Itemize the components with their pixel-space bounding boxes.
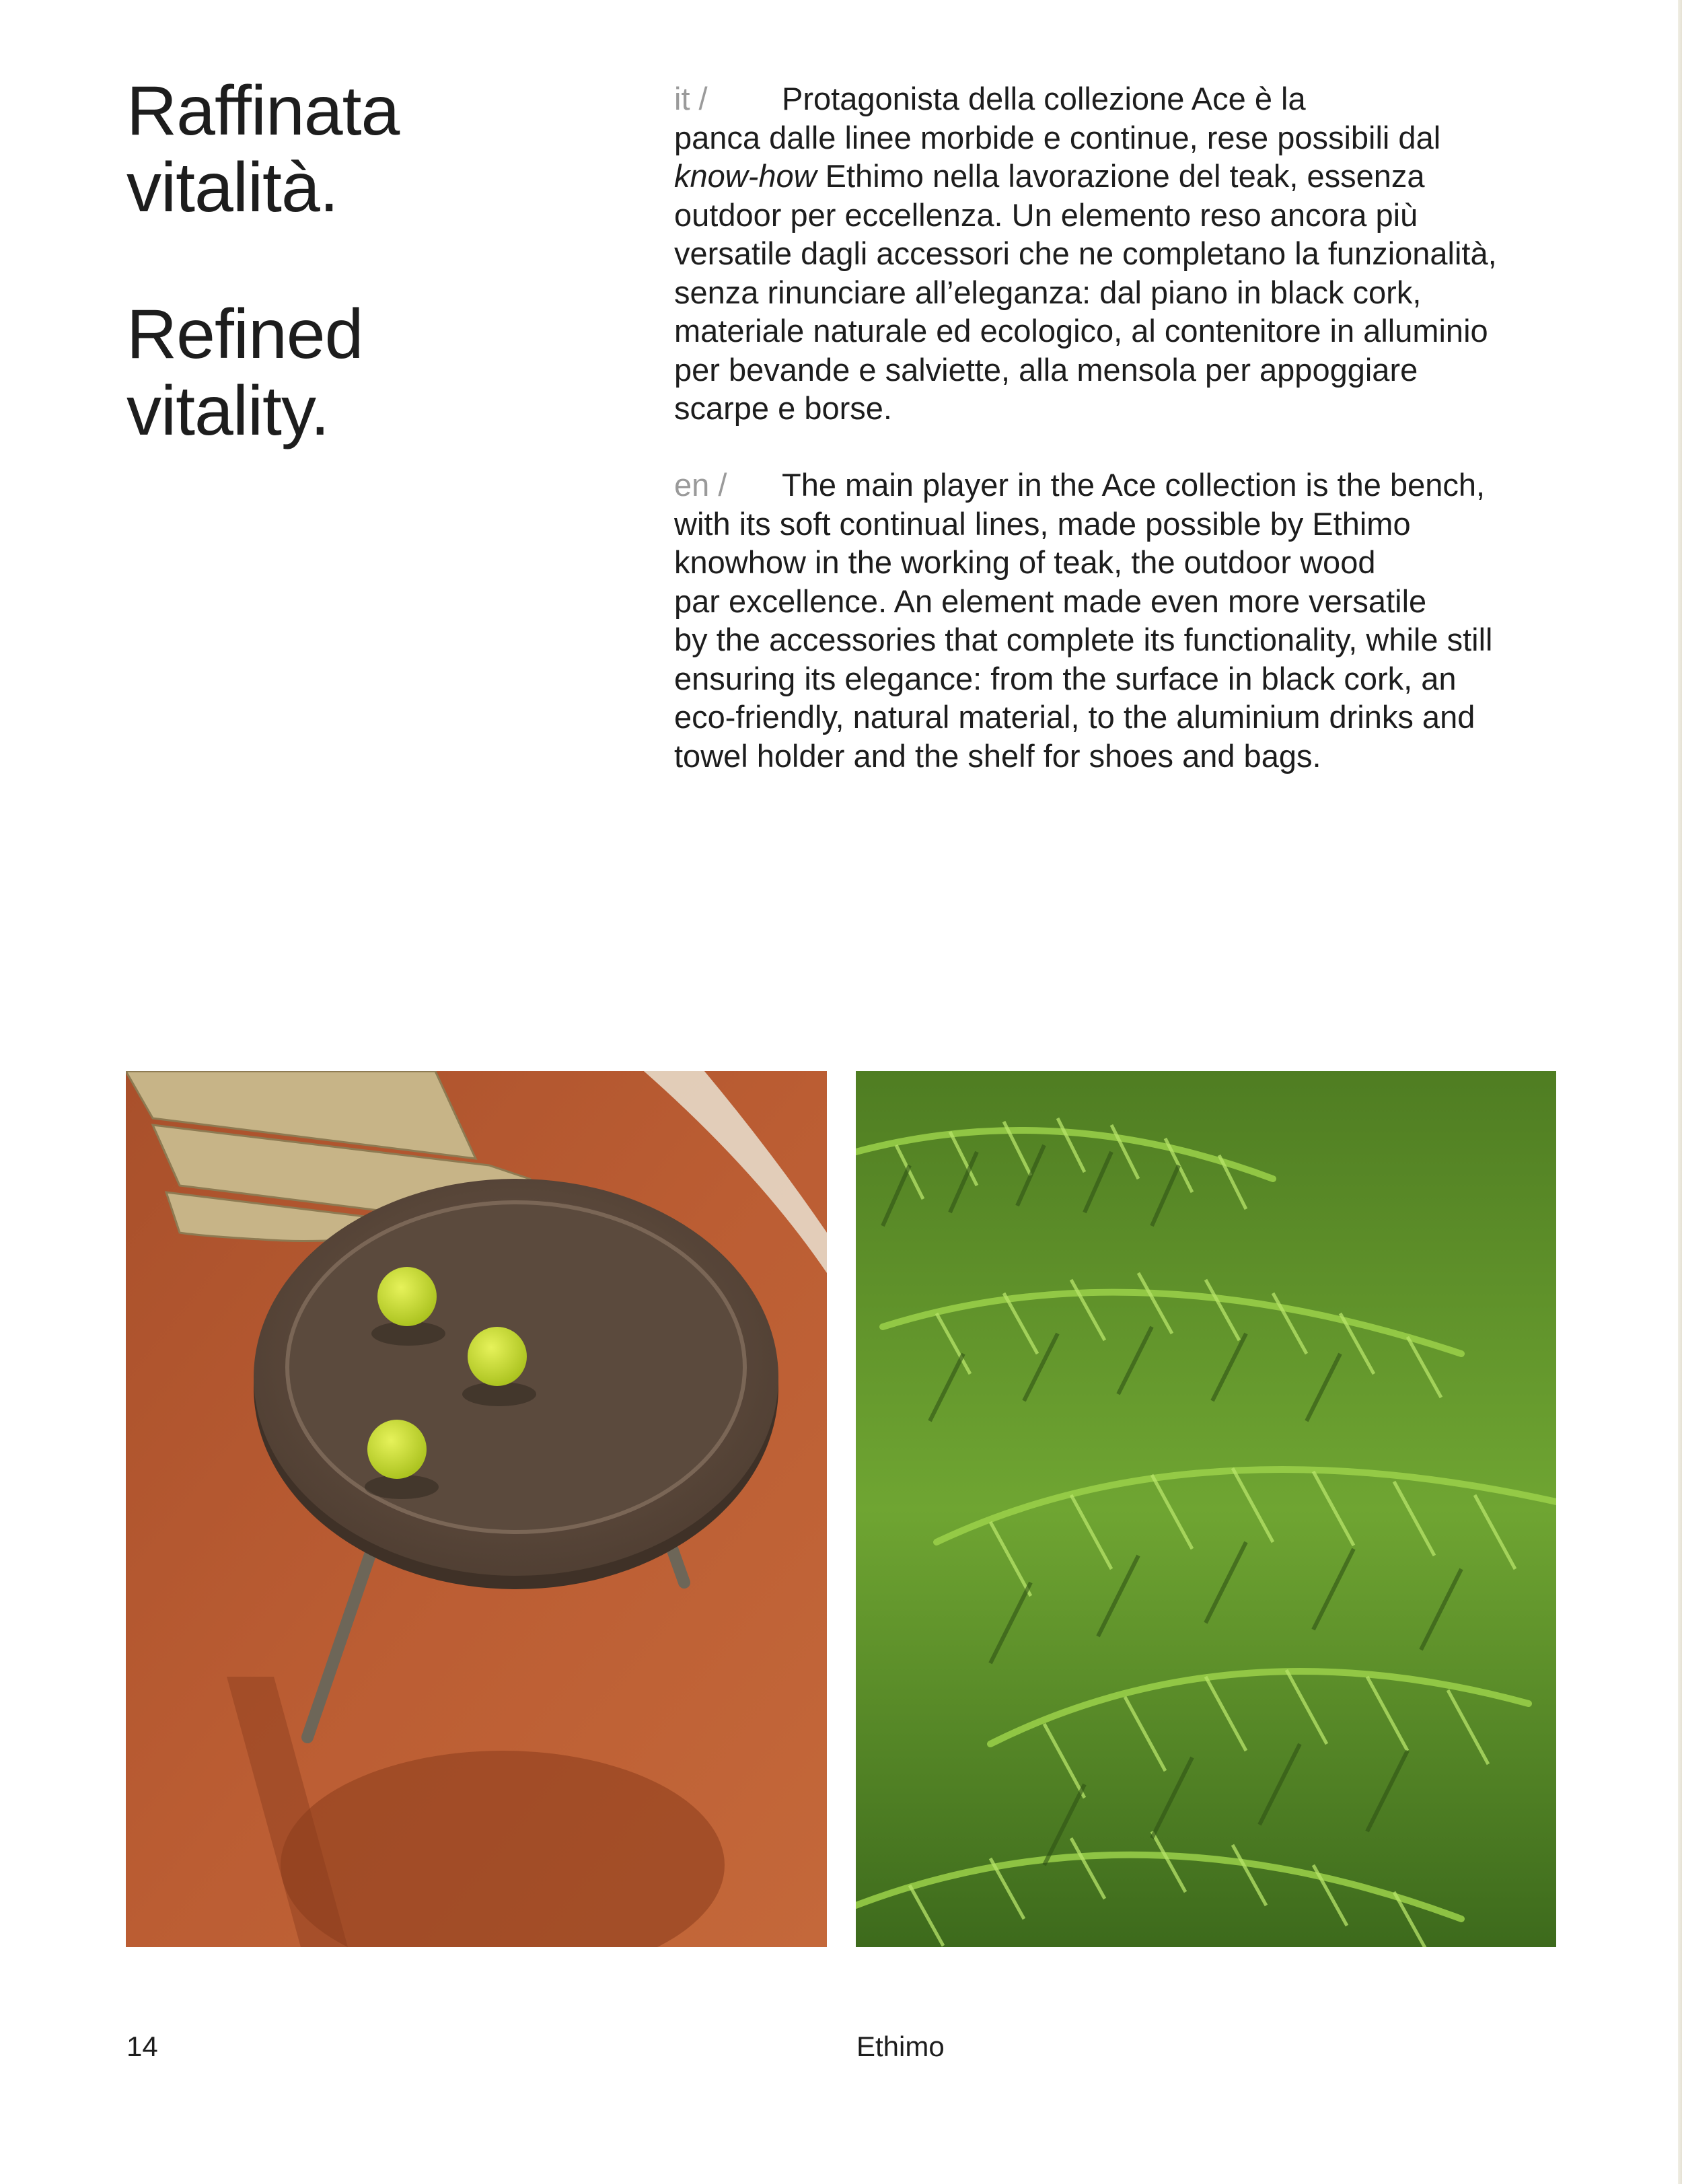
brand-name: Ethimo — [856, 2031, 945, 2062]
photo-cork-table-tennis-court — [126, 1071, 827, 1947]
page-number: 14 — [126, 2031, 158, 2062]
italic-term: know-how — [674, 158, 817, 194]
page-edge — [1678, 0, 1682, 2184]
photo-palm-fronds — [856, 1071, 1556, 1947]
lang-marker-it: it / — [674, 81, 708, 116]
body-text-italian: it / Protagonista della collezione Ace è la panca dalle linee morbide e continue, rese possibili dal know-how Ethimo nella lavorazione del teak, essenza outdoor per eccellenza. Un elemento reso ancora più versatile dagli accessori che ne completano la funzionalità, senza rinunciare all’eleganza: dal piano in black cork, materiale naturale ed ecologico, al contenitore in alluminio per bevande e salviette, alla mensola per appoggiare scarpe e borse. — [674, 81, 1497, 426]
headline-italian: Raffinata vitalità. — [126, 72, 400, 227]
headline-english: Refined vitality. — [126, 295, 363, 450]
body-text-english: en / The main player in the Ace collection is the bench, with its soft continual lines, made possible by Ethimo knowhow in the working of teak, the outdoor wood par excellence. An element made even more versatile by the accessories that complete its functionality, while still ensuring its elegance: from the surface in black cork, an eco-friendly, natural material, to the aluminium drinks and towel holder and the shelf for shoes and bags. — [674, 467, 1493, 774]
lang-marker-en: en / — [674, 467, 727, 503]
